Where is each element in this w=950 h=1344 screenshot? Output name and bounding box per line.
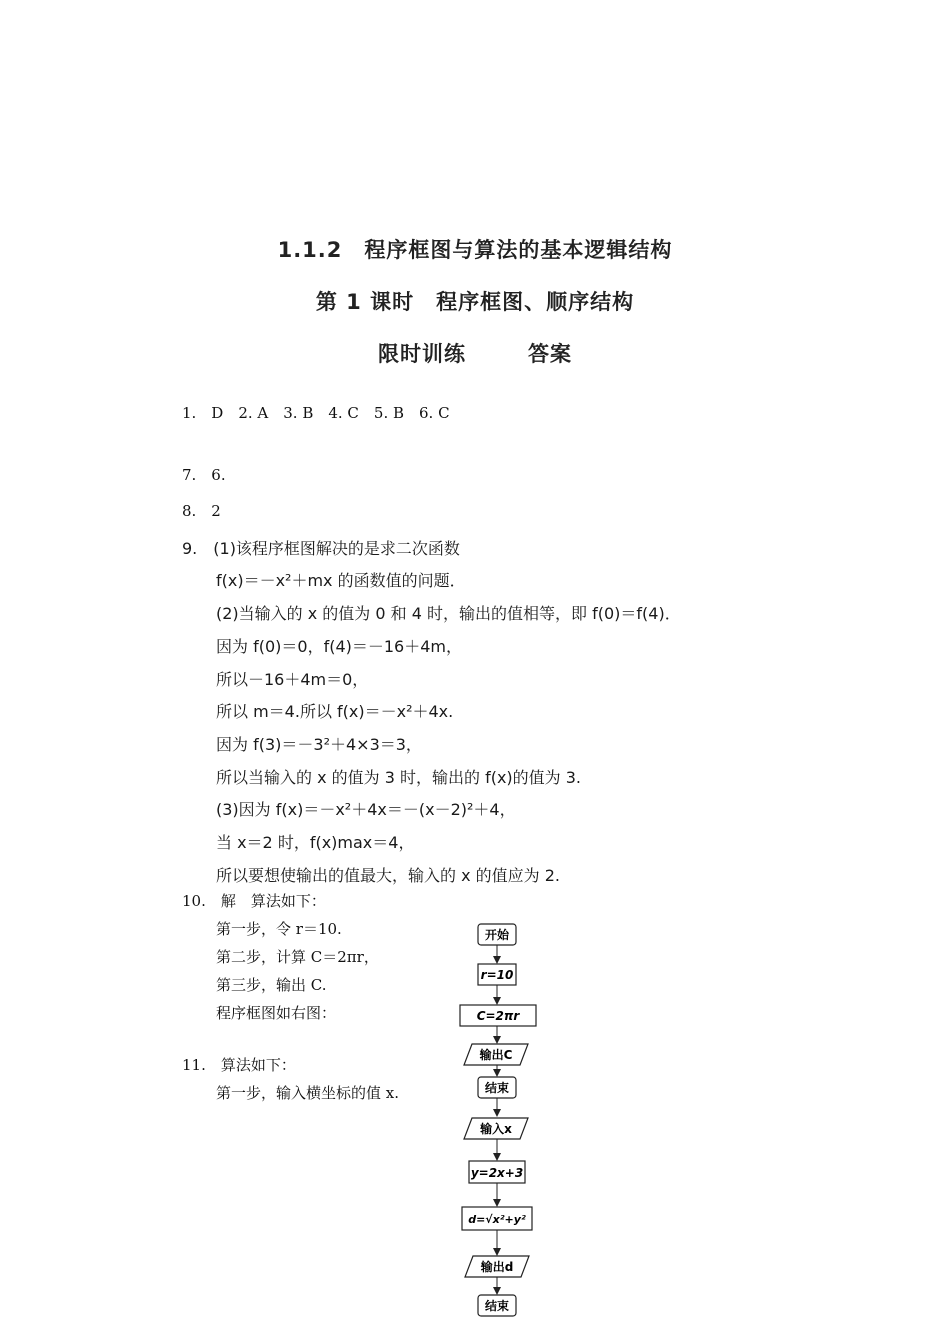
q10-line-2: 第一步，令 r＝10. xyxy=(216,920,342,938)
fc1-end-label: 结束 xyxy=(484,1081,510,1095)
fc1-calc-label: C=2πr xyxy=(476,1009,520,1023)
fc2-calc-y-label: y=2x+3 xyxy=(470,1166,524,1180)
q10-line-1: 10. 解 算法如下： xyxy=(182,892,326,910)
q9-line-1: 9. (1)该程序框图解决的是求二次函数 xyxy=(182,539,460,558)
answers-1-6: 1. D 2. A 3. B 4. C 5. B 6. C xyxy=(182,404,450,422)
section-right-label: 答案 xyxy=(528,342,572,366)
fc1-output-label: 输出C xyxy=(479,1048,513,1062)
q10-line-3: 第二步，计算 C＝2πr， xyxy=(216,948,379,966)
q9-line-9: (3)因为 f(x)＝－x²＋4x＝－(x－2)²＋4， xyxy=(216,800,516,819)
fc2-input-node xyxy=(464,1118,528,1139)
q9-line-6: 所以 m＝4.所以 f(x)＝－x²＋4x. xyxy=(216,702,454,721)
fc1-assign-label: r=10 xyxy=(480,968,514,982)
section-left-label: 限时训练 xyxy=(378,342,466,366)
fc1-calc-node xyxy=(460,1005,536,1026)
fc1-end-node xyxy=(478,1077,516,1098)
q11-line-1: 11. 算法如下： xyxy=(182,1056,296,1074)
fc1-start-node xyxy=(478,924,516,945)
q9-line-8: 所以当输入的 x 的值为 3 时，输出的 f(x)的值为 3. xyxy=(216,768,582,787)
q11-line-2: 第一步，输入横坐标的值 x. xyxy=(216,1084,399,1102)
fc2-output-node xyxy=(465,1256,529,1277)
q9-line-10: 当 x＝2 时，f(x)max＝4， xyxy=(216,833,415,852)
q10-line-5: 程序框图如右图： xyxy=(216,1004,337,1022)
flowchart-2 xyxy=(462,1098,532,1316)
q9-line-11: 所以要想使输出的值最大，输入的 x 的值应为 2. xyxy=(216,866,560,885)
fc2-end-node xyxy=(478,1295,516,1316)
fc2-output-label: 输出d xyxy=(480,1260,514,1274)
q9-line-4: 因为 f(0)＝0，f(4)＝－16＋4m， xyxy=(216,637,462,656)
fc2-end-label: 结束 xyxy=(484,1299,510,1313)
q9-line-2: f(x)＝－x²＋mx 的函数值的问题． xyxy=(216,571,466,590)
q10-line-4: 第三步，输出 C. xyxy=(216,976,327,994)
answer-8: 8. 2 xyxy=(182,502,221,520)
q9-line-5: 所以－16＋4m＝0， xyxy=(216,670,369,689)
fc2-calc-y-node xyxy=(469,1161,525,1183)
fc1-assign-node xyxy=(478,964,516,985)
flowchart-1 xyxy=(460,924,536,1098)
q9-line-3: (2)当输入的 x 的值为 0 和 4 时，输出的值相等，即 f(0)＝f(4)． xyxy=(216,604,681,623)
page-title: 1.1.2 程序框图与算法的基本逻辑结构 xyxy=(277,238,673,262)
fc1-start-label: 开始 xyxy=(484,928,510,942)
fc2-calc-d-node xyxy=(462,1207,532,1230)
q9-line-7: 因为 f(3)＝－3²＋4×3＝3， xyxy=(216,735,422,754)
fc2-input-label: 输入x xyxy=(480,1122,512,1136)
fc2-calc-d-label: d=√x²+y² xyxy=(468,1213,526,1226)
page-subtitle: 第 1 课时 程序框图、顺序结构 xyxy=(315,290,635,314)
fc1-output-node xyxy=(464,1044,528,1065)
answer-7: 7. 6. xyxy=(182,466,226,484)
